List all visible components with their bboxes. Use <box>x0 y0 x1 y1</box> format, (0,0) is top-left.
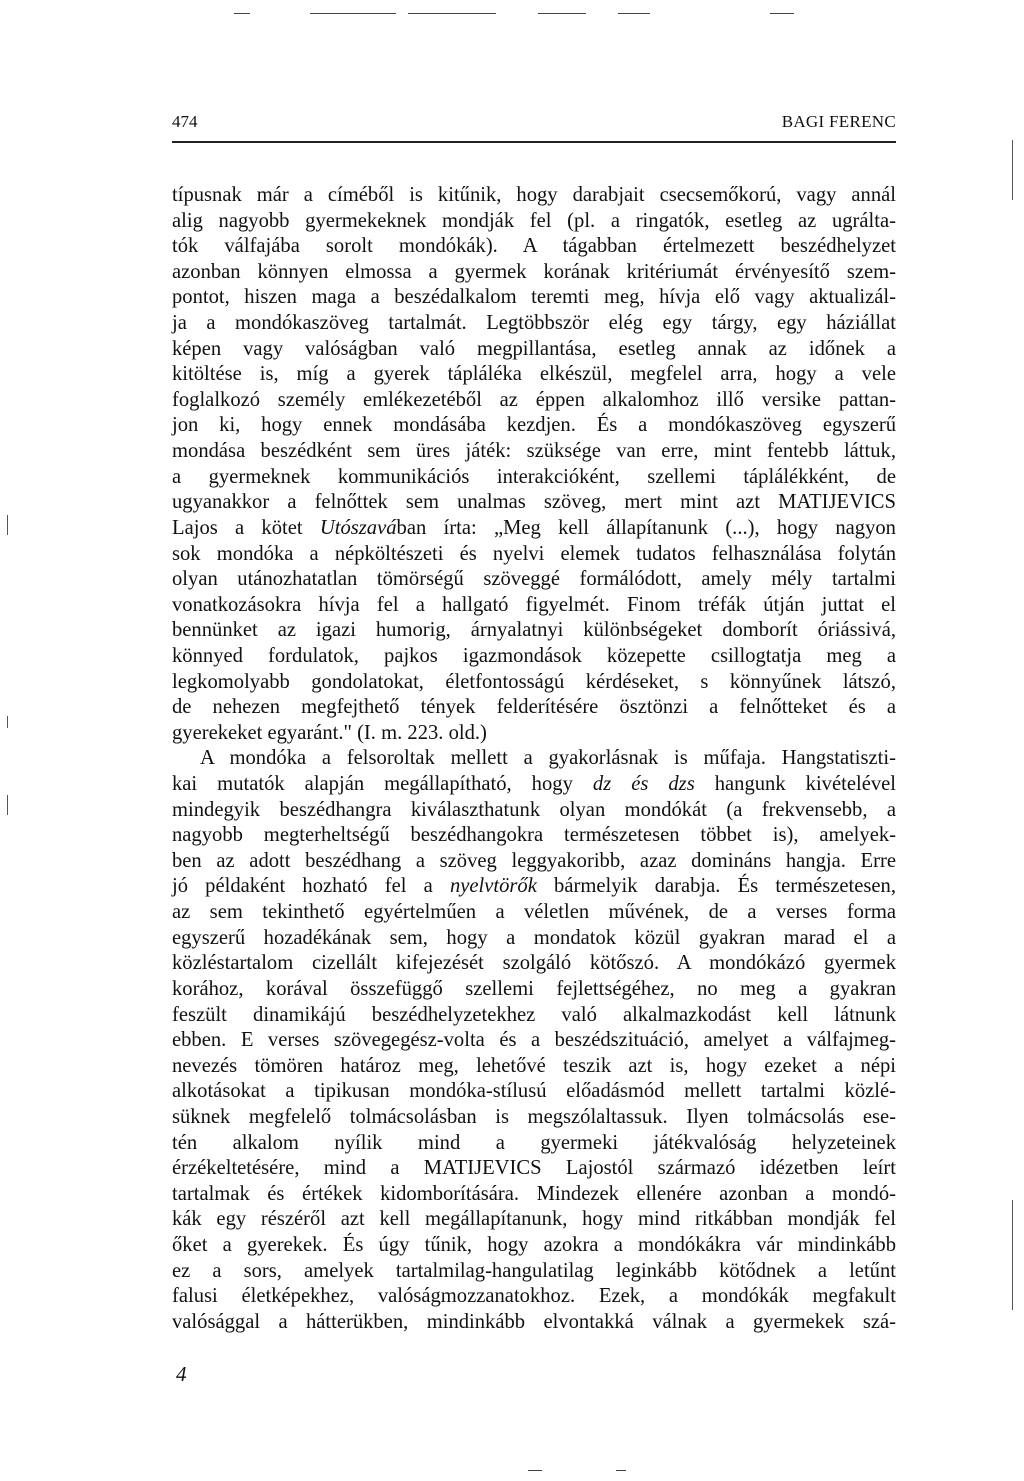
text-line: ugyanakkor a felnőttek sem unalmas szöveg, mert mint azt MATIJEVICS <box>172 491 896 514</box>
scan-mark <box>7 716 8 728</box>
scan-mark <box>1012 1200 1013 1310</box>
scan-mark <box>538 13 586 14</box>
text-run: bármelyik darabja. És természetesen, <box>536 875 896 898</box>
text-line: süknek megfelelő tolmácsolásban is megszólaltassuk. Ilyen tolmácsolás ese- <box>172 1105 896 1128</box>
text-line: legkomolyabb gondolatokat, életfontosságú kérdéseket, s könnyűnek látszó, <box>172 670 896 693</box>
text-line: közléstartalom cizellált kifejezését szolgáló kötőszó. A mondókázó gyermek <box>172 952 896 975</box>
text-line: tén alkalom nyílik mind a gyermeki játékvalóság helyzeteinek <box>172 1131 896 1154</box>
signature-mark: 4 <box>176 1362 187 1386</box>
scan-mark <box>234 13 250 14</box>
text-line: de nehezen megfejthető tények felderítésére ösztönzi a felnőtteket és a <box>172 696 896 719</box>
italic-term: dz és dzs <box>592 773 695 796</box>
scan-mark <box>616 1470 626 1471</box>
scan-mark <box>1012 140 1013 200</box>
text-line: mindegyik beszédhangra kiválaszthatunk olyan mondókát (a frekvensebb, a <box>172 798 896 821</box>
header-rule <box>172 141 896 143</box>
scan-mark <box>7 515 8 535</box>
text-line <box>172 874 896 900</box>
text-line: olyan utánozhatatlan tömörségű szöveggé formálódott, amely mély tartalmi <box>172 568 896 591</box>
text-line: ben az adott beszédhang a szöveg leggyakoribb, azaz domináns hangja. Erre <box>172 849 896 872</box>
text-run: ban írta: „Meg kell állapítanunk (...), hogy nagyon <box>396 516 896 539</box>
text-line: jon ki, hogy ennek mondásába kezdjen. És a mondókaszöveg egyszerű <box>172 414 896 437</box>
text-line: foglalkozó személy emlékezetéből az éppen alkalomhoz illő versike pattan- <box>172 388 896 411</box>
text-line: képen vagy valóságban való megpillantása, esetleg annak az időnek a <box>172 337 896 360</box>
italic-title: Utószavá <box>319 516 397 539</box>
scan-mark <box>770 13 794 14</box>
text-line: vonatkozásokra hívja fel a hallgató figyelmét. Finom tréfák útján juttat el <box>172 593 896 616</box>
text-line <box>172 772 896 798</box>
text-line: az sem tekinthető egyértelműen a véletlen művének, de a verses forma <box>172 901 896 924</box>
page-number: 474 <box>172 112 198 131</box>
text-run: kai mutatók alapján megállapítható, hogy <box>172 773 593 796</box>
italic-term: nyelvtörők <box>449 875 537 898</box>
running-head: BAGI FERENC <box>781 112 896 131</box>
text-run: Lajos a kötet <box>172 516 320 539</box>
text-line: tók válfajába sorolt mondókák). A tágabban értelmezett beszédhelyzet <box>172 235 896 258</box>
text-line: könnyed fordulatok, pajkos igazmondások közepette csillogtatja meg a <box>172 644 896 667</box>
text-line: korához, korával összefüggő szellemi fejlettségéhez, no meg a gyakran <box>172 977 896 1000</box>
text-line: A mondóka a felsoroltak mellett a gyakorlásnak is műfaja. Hangstatiszti- <box>200 747 896 770</box>
text-line: ja a mondókaszöveg tartalmát. Legtöbbször elég egy tárgy, egy háziállat <box>172 312 896 335</box>
scan-mark <box>7 795 8 815</box>
text-line: kák egy részéről azt kell megállapítanunk, hogy mind ritkábban mondják fel <box>172 1208 896 1231</box>
text-line: alig nagyobb gyermekeknek mondják fel (pl. a ringatók, esetleg az ugrálta- <box>172 209 896 232</box>
text-line: alkotásokat a tipikusan mondóka-stílusú előadásmód mellett tartalmi közlé- <box>172 1080 896 1103</box>
scan-mark <box>408 13 496 14</box>
text-line: tartalmak és értékek kidomborítására. Mindezek ellenére azonban a mondó- <box>172 1182 896 1205</box>
scan-mark <box>310 13 396 14</box>
text-line: valósággal a hátterükben, mindinkább elvontakká válnak a gyermekek szá- <box>172 1310 896 1333</box>
text-run: jó példaként hozható fel a <box>172 875 450 898</box>
scan-mark <box>528 1470 542 1471</box>
text-line: egyszerű hozadékának sem, hogy a mondatok közül gyakran marad el a <box>172 926 896 949</box>
text-line: gyerekeket egyaránt." (I. m. 223. old.) <box>172 721 487 744</box>
text-line <box>172 516 896 542</box>
scan-mark <box>618 13 650 14</box>
text-line: sok mondóka a népköltészeti és nyelvi elemek tudatos felhasználása folytán <box>172 542 896 565</box>
text-line: pontot, hiszen maga a beszédalkalom teremti meg, hívja elő vagy aktualizál- <box>172 286 896 309</box>
text-line: ez a sors, amelyek tartalmilag-hangulatilag leginkább kötődnek a letűnt <box>172 1259 896 1282</box>
text-line: érzékeltetésére, mind a MATIJEVICS Lajostól származó idézetben leírt <box>172 1157 896 1180</box>
text-line: feszült dinamikájú beszédhelyzetekhez való alkalmazkodást kell látnunk <box>172 1003 896 1026</box>
text-line: őket a gyerekek. És úgy tűnik, hogy azokra a mondókákra vár mindinkább <box>172 1233 896 1256</box>
text-line: kitöltése is, míg a gyerek tápláléka elkészül, megfelel arra, hogy a vele <box>172 363 896 386</box>
text-run: hangunk kivételével <box>694 773 897 796</box>
body-text <box>172 183 896 1335</box>
text-line: bennünket az igazi humorig, árnyalatnyi különbségeket domborít óriássivá, <box>172 619 896 642</box>
text-line: nagyobb megterheltségű beszédhangokra természetesen többet is), amelyek- <box>172 824 896 847</box>
page-header <box>172 112 896 142</box>
text-line: mondása beszédként sem üres játék: szüksége van erre, mint fentebb láttuk, <box>172 440 896 463</box>
text-line: típusnak már a címéből is kitűnik, hogy darabjait csecsemőkorú, vagy annál <box>172 184 896 206</box>
text-line: azonban könnyen elmossa a gyermek korának kritériumát érvényesítő szem- <box>172 260 896 283</box>
text-line: a gyermeknek kommunikációs interakcióként, szellemi táplálékként, de <box>172 465 896 488</box>
text-line: falusi életképekhez, valóságmozzanatokhoz. Ezek, a mondókák megfakult <box>172 1285 896 1308</box>
text-line: nevezés tömören határoz meg, lehetővé teszik azt is, hogy ezeket a népi <box>172 1054 896 1077</box>
text-line: ebben. E verses szövegegész-volta és a beszédszituáció, amelyet a válfajmeg- <box>172 1029 896 1052</box>
